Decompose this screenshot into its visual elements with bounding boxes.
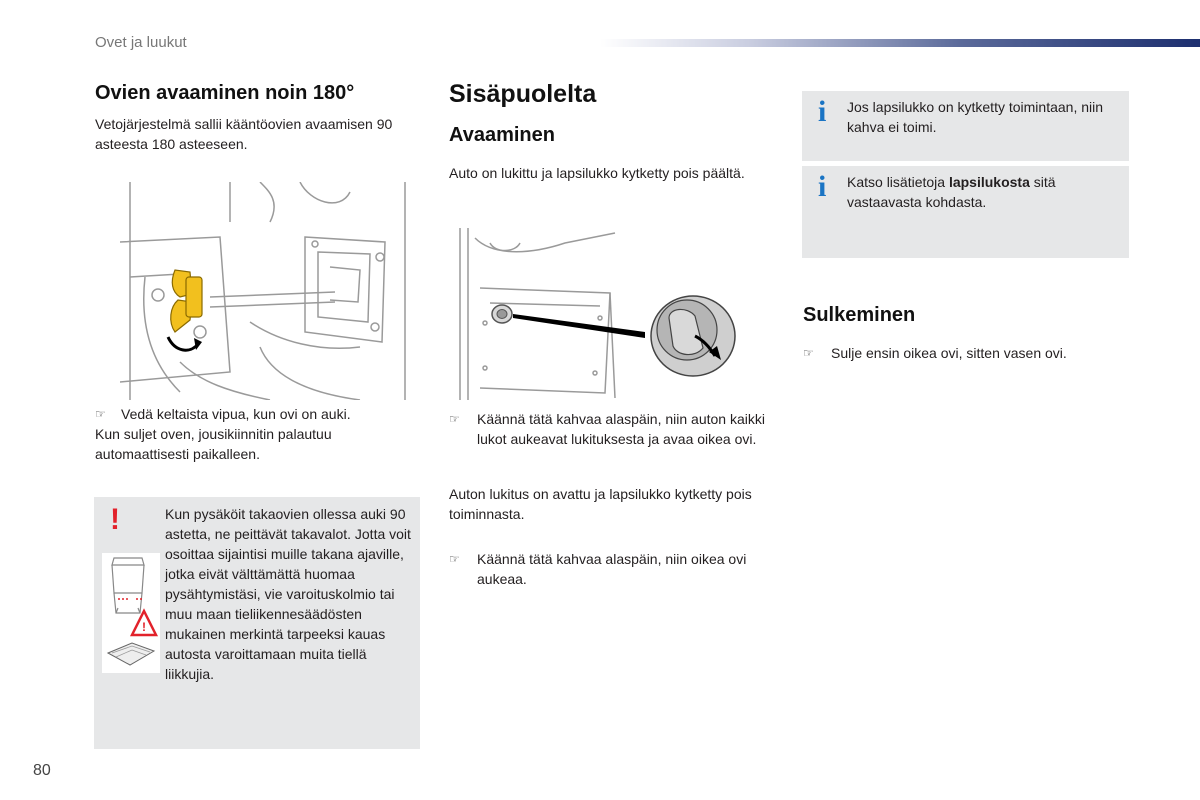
bullet-icon: ☞	[449, 552, 460, 566]
zoomed-handle	[651, 296, 735, 376]
info-box-see-more	[802, 166, 1129, 258]
info-icon: i	[818, 170, 827, 203]
svg-text:!: !	[142, 620, 146, 634]
warning-exclamation-icon: !	[110, 503, 120, 536]
header-gradient-bar	[600, 39, 1200, 47]
interior-handle-illustration	[455, 228, 745, 400]
bullet-icon: ☞	[95, 407, 106, 421]
door-strap-illustration	[120, 182, 410, 400]
col1-after: Kun suljet oven, jousikiinnitin palautuu automaattisesti paikalleen.	[95, 426, 332, 462]
warning-text: Kun pysäköit takaovien ollessa auki 90 astetta, ne peittävät takavalot. Jotta voit osoittaa sijaintisi muille takana ajaville, jotka eivät välttämättä huomaa pysähtymistäsi, vie varoituskolmio tai muu maan tieliikennesäädösten mukainen merkintä tarpeeksi kauas autosta varoittamaan muita tiellä liikkujia.	[165, 506, 411, 682]
info-icon: i	[818, 95, 827, 128]
info2-text: Katso lisätietoja lapsilukosta sitä vastaavasta kohdasta.	[847, 174, 1056, 210]
small-handle	[492, 305, 512, 323]
heading-inside: Sisäpuolelta	[449, 80, 597, 108]
warning-triangle-illustration	[102, 553, 160, 673]
bullet-icon: ☞	[803, 346, 814, 360]
yellow-lever	[171, 270, 202, 332]
col2-state2: Auton lukitus on avattu ja lapsilukko kytketty pois toiminnasta.	[449, 486, 752, 522]
col3-step1: Sulje ensin oikea ovi, sitten vasen ovi.	[831, 345, 1067, 361]
col2-step1: Käännä tätä kahvaa alaspäin, niin auton kaikki lukot aukeavat lukituksesta ja avaa oikea ovi.	[477, 411, 765, 447]
page-number: 80	[33, 762, 51, 779]
col2-state1: Auto on lukittu ja lapsilukko kytketty pois päältä.	[449, 165, 745, 181]
info1-text: Jos lapsilukko on kytketty toimintaan, niin kahva ei toimi.	[847, 99, 1104, 135]
section-title: Ovet ja luukut	[95, 34, 187, 51]
heading-closing: Sulkeminen	[803, 304, 916, 326]
bullet-icon: ☞	[449, 412, 460, 426]
info-box-child-lock	[802, 91, 1129, 161]
col1-step1: Vedä keltaista vipua, kun ovi on auki.	[121, 406, 351, 422]
col1-intro: Vetojärjestelmä sallii kääntöovien avaamisen 90 asteesta 180 asteeseen.	[95, 116, 393, 152]
col2-step2: Käännä tätä kahvaa alaspäin, niin oikea ovi aukeaa.	[477, 551, 747, 587]
warning-box	[94, 497, 420, 749]
heading-door-opening-180: Ovien avaaminen noin 180°	[95, 82, 355, 104]
heading-opening: Avaaminen	[449, 124, 555, 146]
